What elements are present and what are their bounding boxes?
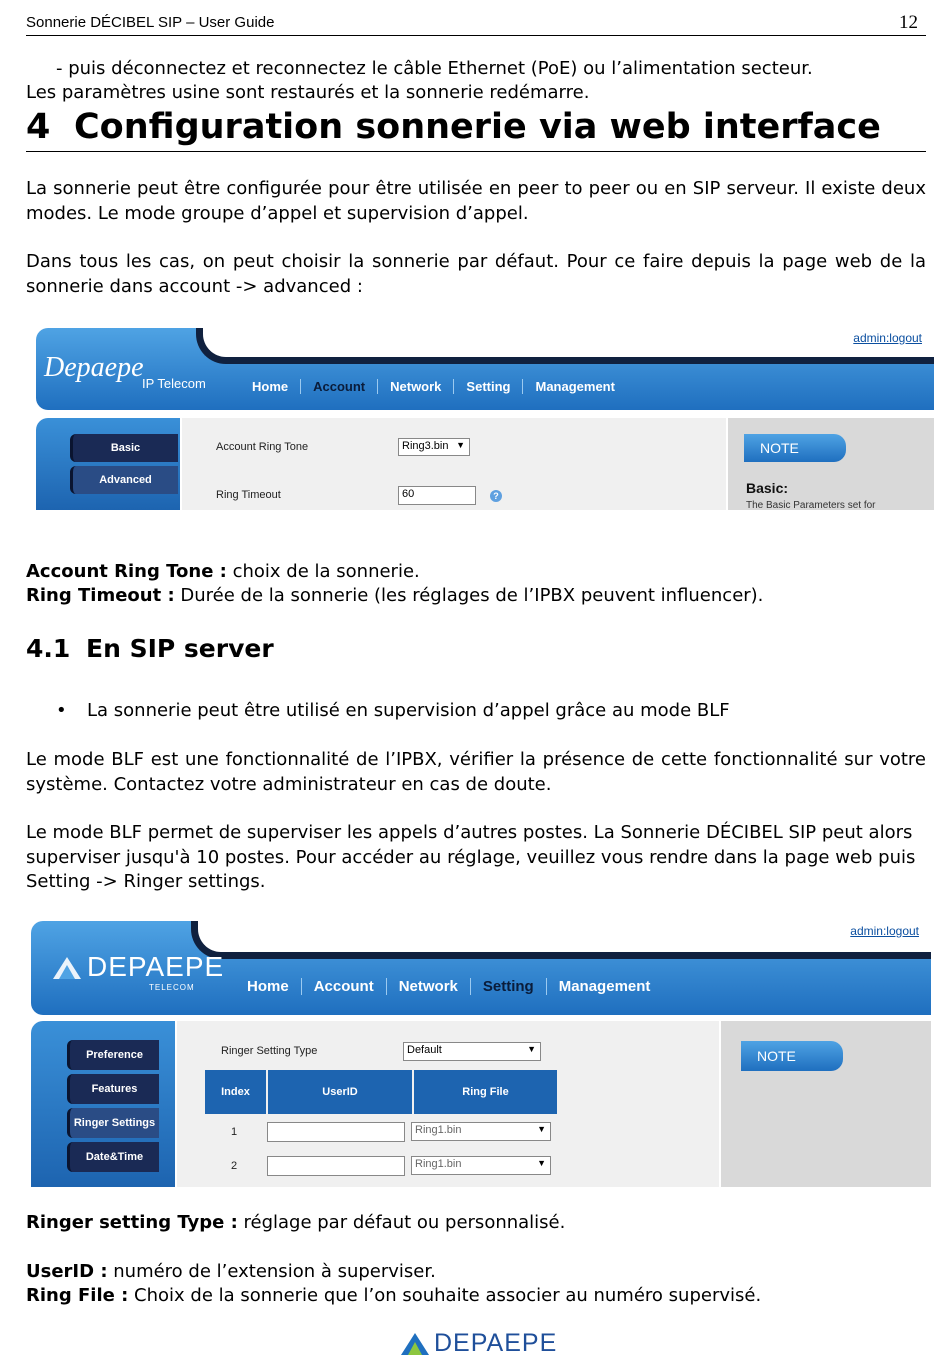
column-header-index: Index <box>205 1070 266 1114</box>
section-4-1-number: 4.1 <box>26 634 71 663</box>
bullet-text: La sonnerie peut être utilisé en supervision d’appel grâce au mode BLF <box>87 700 730 721</box>
column-header-ring-file: Ring File <box>414 1070 557 1114</box>
desc-account-ring-tone: choix de la sonnerie. <box>226 561 420 582</box>
logo-subtitle: IP Telecom <box>142 376 206 391</box>
row-2-ring-file-value: Ring1.bin <box>415 1158 462 1170</box>
note-heading: Basic: <box>746 480 789 496</box>
desc-ring-file: Choix de la sonnerie que l’on souhaite associer au numéro supervisé. <box>128 1285 762 1306</box>
sidebar <box>36 418 180 510</box>
web-ui-screenshot-account <box>36 328 934 510</box>
desc-ring-timeout: Durée de la sonnerie (les réglages de l’IPBX peuvent influencer). <box>174 585 764 606</box>
ringer-type-value: Default <box>407 1044 442 1056</box>
logo-subtitle: TELECOM <box>149 983 195 992</box>
admin-logout-link[interactable]: admin:logout <box>853 331 922 345</box>
row-1-ring-file-select[interactable] <box>411 1122 551 1141</box>
ringer-setting-type-select[interactable] <box>403 1042 541 1061</box>
footer-logo <box>398 1328 558 1358</box>
nav-setting[interactable]: Setting <box>470 978 546 995</box>
dropdown-arrow-icon: ▼ <box>456 440 465 450</box>
term-ring-file: Ring File : <box>26 1285 129 1306</box>
section-4-paragraph-2: Dans tous les cas, on peut choisir la sonnerie par défaut. Pour ce faire depuis la page web de la sonnerie dans account -> advanced : <box>26 251 926 297</box>
row-1-ring-file-value: Ring1.bin <box>415 1124 462 1136</box>
sidebar-item-preference[interactable]: Preference <box>67 1040 159 1070</box>
note-text: The Basic Parameters set for <box>746 500 876 510</box>
nav-home[interactable]: Home <box>252 378 289 394</box>
section-4-title: Configuration sonnerie via web interface <box>74 107 881 147</box>
nav-account[interactable]: Account <box>301 978 386 995</box>
note-tab: NOTE <box>741 1041 843 1071</box>
nav-setting[interactable]: Setting <box>453 379 522 394</box>
depaepe-logo: Depaepe <box>44 352 144 383</box>
main-nav <box>240 378 627 394</box>
column-header-userid: UserID <box>268 1070 412 1114</box>
row-2-index: 2 <box>231 1160 238 1172</box>
note-tab: NOTE <box>744 434 846 462</box>
account-ring-tone-select[interactable] <box>398 438 470 456</box>
footer-logo-text: DEPAEPE <box>434 1329 558 1357</box>
footer-logo-icon <box>398 1330 432 1358</box>
sidebar-item-advanced[interactable]: Advanced <box>70 466 178 494</box>
account-ring-tone-label: Account Ring Tone <box>216 441 309 453</box>
nav-management[interactable]: Management <box>546 978 663 995</box>
nav-account[interactable]: Account <box>300 379 377 394</box>
desc-userid: numéro de l’extension à superviser. <box>107 1261 436 1282</box>
admin-logout-link[interactable]: admin:logout <box>850 924 919 938</box>
sidebar-item-date-time[interactable]: Date&Time <box>67 1142 159 1172</box>
definition-ring-timeout <box>26 584 926 609</box>
definition-ringer-setting-type <box>26 1211 926 1236</box>
web-ui-screenshot-ringer-settings <box>31 921 931 1187</box>
section-4-heading <box>26 104 926 152</box>
nav-network[interactable]: Network <box>386 978 470 995</box>
term-ring-timeout: Ring Timeout : <box>26 585 175 606</box>
row-2-ring-file-select[interactable] <box>411 1156 551 1175</box>
definition-ring-file <box>26 1284 926 1309</box>
section-4-1-paragraph-1: Le mode BLF est une fonctionnalité de l’IPBX, vérifier la présence de cette fonctionnalité sur votre système. Contactez votre administrateur en cas de doute. <box>26 749 926 795</box>
sidebar-item-basic[interactable]: Basic <box>70 434 178 462</box>
row-1-index: 1 <box>231 1126 238 1138</box>
nav-network[interactable]: Network <box>377 379 453 394</box>
definition-userid <box>26 1260 926 1285</box>
main-nav <box>235 977 662 995</box>
dropdown-arrow-icon: ▼ <box>527 1044 536 1054</box>
bullet-icon: • <box>56 700 67 721</box>
section-4-1-title: En SIP server <box>86 634 274 663</box>
intro-line-2: Les paramètres usine sont restaurés et la sonnerie redémarre. <box>26 82 590 103</box>
ring-timeout-input[interactable]: 60 <box>398 486 476 505</box>
row-1-userid-input[interactable] <box>267 1122 405 1142</box>
term-ringer-setting-type: Ringer setting Type : <box>26 1212 238 1233</box>
depaepe-logo-text: DEPAEPE <box>87 951 225 982</box>
document-title: Sonnerie DÉCIBEL SIP – User Guide <box>26 14 275 31</box>
desc-ringer-setting-type: réglage par défaut ou personnalisé. <box>237 1212 566 1233</box>
section-4-1-heading <box>26 634 274 663</box>
intro-line-1: - puis déconnectez et reconnectez le câble Ethernet (PoE) ou l’alimentation secteur. <box>56 58 813 79</box>
section-4-number: 4 <box>26 107 51 147</box>
term-userid: UserID : <box>26 1261 108 1282</box>
nav-home[interactable]: Home <box>247 977 289 995</box>
ringer-setting-type-label: Ringer Setting Type <box>221 1045 318 1057</box>
ring-timeout-label: Ring Timeout <box>216 489 281 501</box>
page-header <box>26 12 926 36</box>
term-account-ring-tone: Account Ring Tone : <box>26 561 227 582</box>
dropdown-arrow-icon: ▼ <box>537 1124 546 1134</box>
sidebar-item-features[interactable]: Features <box>67 1074 159 1104</box>
ring-tone-value: Ring3.bin <box>402 440 449 452</box>
section-4-1-paragraph-2: Le mode BLF permet de superviser les appels d’autres postes. La Sonnerie DÉCIBEL SIP peut alors superviser jusqu'à 10 postes. Pour accéder au réglage, veuillez vous rendre dans la page web puis Setting -> Ringer settings. <box>26 822 916 892</box>
page-number: 12 <box>899 12 918 33</box>
row-2-userid-input[interactable] <box>267 1156 405 1176</box>
dropdown-arrow-icon: ▼ <box>537 1158 546 1168</box>
help-icon[interactable]: ? <box>490 490 502 502</box>
sidebar-item-ringer-settings[interactable]: Ringer Settings <box>67 1108 159 1138</box>
definition-account-ring-tone <box>26 560 926 585</box>
depaepe-logo-icon <box>49 953 85 983</box>
section-4-paragraph-1: La sonnerie peut être configurée pour être utilisée en peer to peer ou en SIP serveur. Il existe deux modes. Le mode groupe d’appel et supervision d’appel. <box>26 178 926 224</box>
nav-management[interactable]: Management <box>522 379 626 394</box>
note-pane <box>728 418 934 510</box>
